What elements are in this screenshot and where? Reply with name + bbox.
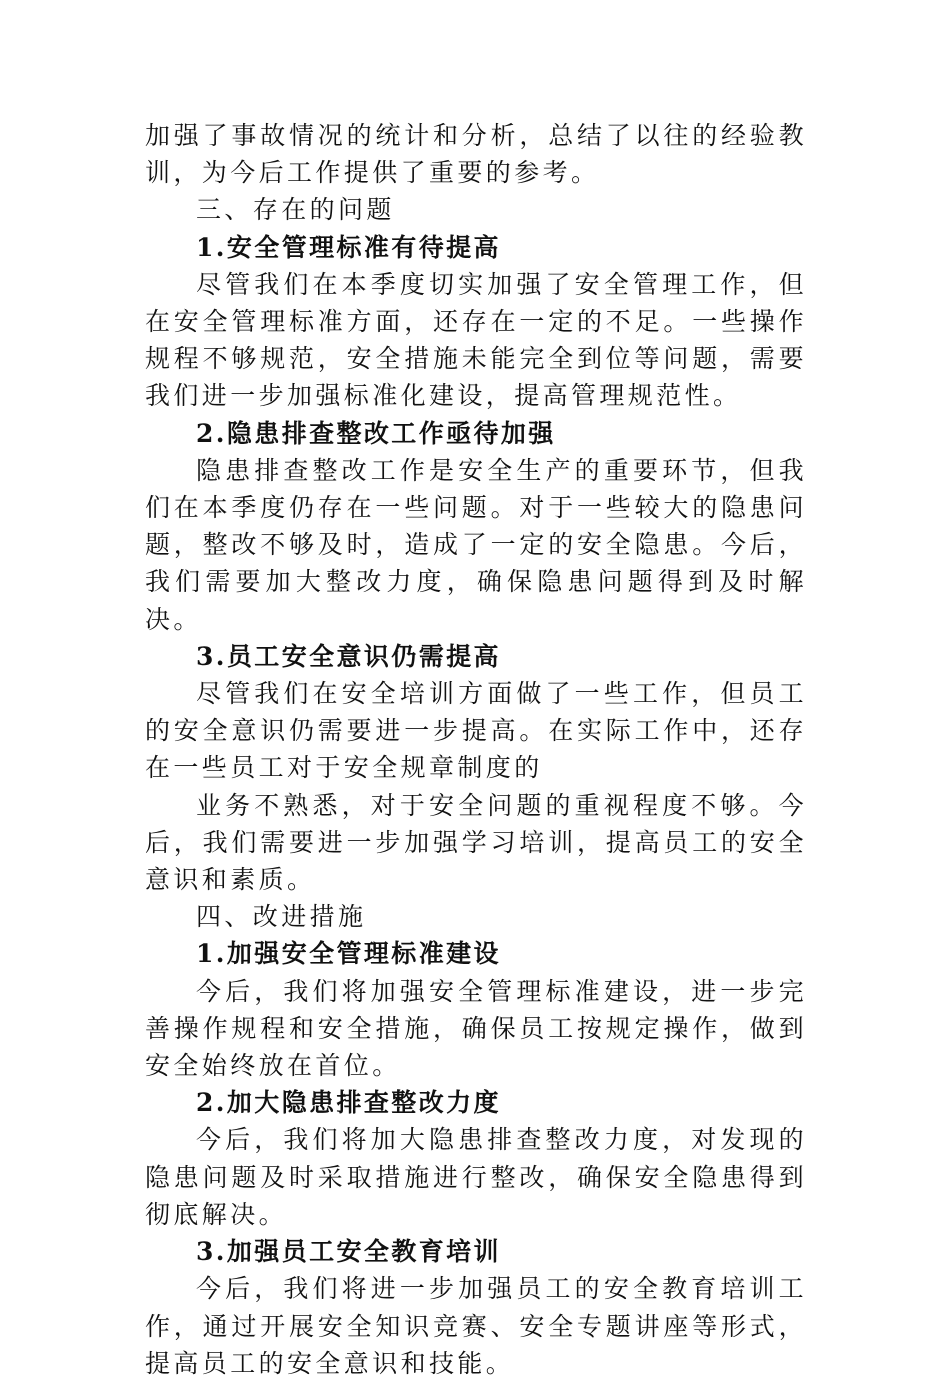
body-paragraph: 今后，我们将进一步加强员工的安全教育培训工作，通过开展安全知识竞赛、安全专题讲座等形式，提高员工的安全意识和技能。 bbox=[145, 1274, 807, 1378]
section-heading-improvements: 四、改进措施 bbox=[196, 902, 367, 932]
section-heading-problems: 三、存在的问题 bbox=[196, 195, 395, 225]
sub-heading-management-standard: 1.安全管理标准有待提高 bbox=[196, 232, 501, 262]
body-paragraph-continued: 加强了事故情况的统计和分析，总结了以往的经验教训，为今后工作提供了重要的参考。 bbox=[145, 121, 807, 188]
body-paragraph: 今后，我们将加大隐患排查整改力度，对发现的隐患问题及时采取措施进行整改，确保安全隐患得到彻底解决。 bbox=[145, 1125, 807, 1229]
body-paragraph: 尽管我们在本季度切实加强了安全管理工作，但在安全管理标准方面，还存在一定的不足。一些操作规程不够规范，安全措施未能完全到位等问题，需要我们进一步加强标准化建设，提高管理规范性。 bbox=[145, 269, 807, 411]
document-body bbox=[145, 117, 807, 1382]
sub-heading-increase-rectification: 2.加大隐患排查整改力度 bbox=[196, 1088, 501, 1118]
sub-heading-safety-training: 3.加强员工安全教育培训 bbox=[196, 1237, 501, 1267]
body-paragraph: 隐患排查整改工作是安全生产的重要环节，但我们在本季度仍存在一些问题。对于一些较大的隐患问题，整改不够及时，造成了一定的安全隐患。今后，我们需要加大整改力度，确保隐患问题得到及时解决。 bbox=[145, 455, 807, 634]
sub-heading-hazard-rectification: 2.隐患排查整改工作亟待加强 bbox=[196, 418, 556, 448]
body-paragraph: 今后，我们将加强安全管理标准建设，进一步完善操作规程和安全措施，确保员工按规定操作，做到安全始终放在首位。 bbox=[145, 976, 807, 1081]
body-paragraph: 业务不熟悉，对于安全问题的重视程度不够。今后，我们需要进一步加强学习培训，提高员工的安全意识和素质。 bbox=[145, 790, 807, 895]
body-paragraph: 尽管我们在安全培训方面做了一些工作，但员工的安全意识仍需要进一步提高。在实际工作中，还存在一些员工对于安全规章制度的 bbox=[145, 679, 807, 783]
sub-heading-standard-building: 1.加强安全管理标准建设 bbox=[196, 939, 501, 969]
sub-heading-staff-awareness: 3.员工安全意识仍需提高 bbox=[196, 641, 501, 671]
